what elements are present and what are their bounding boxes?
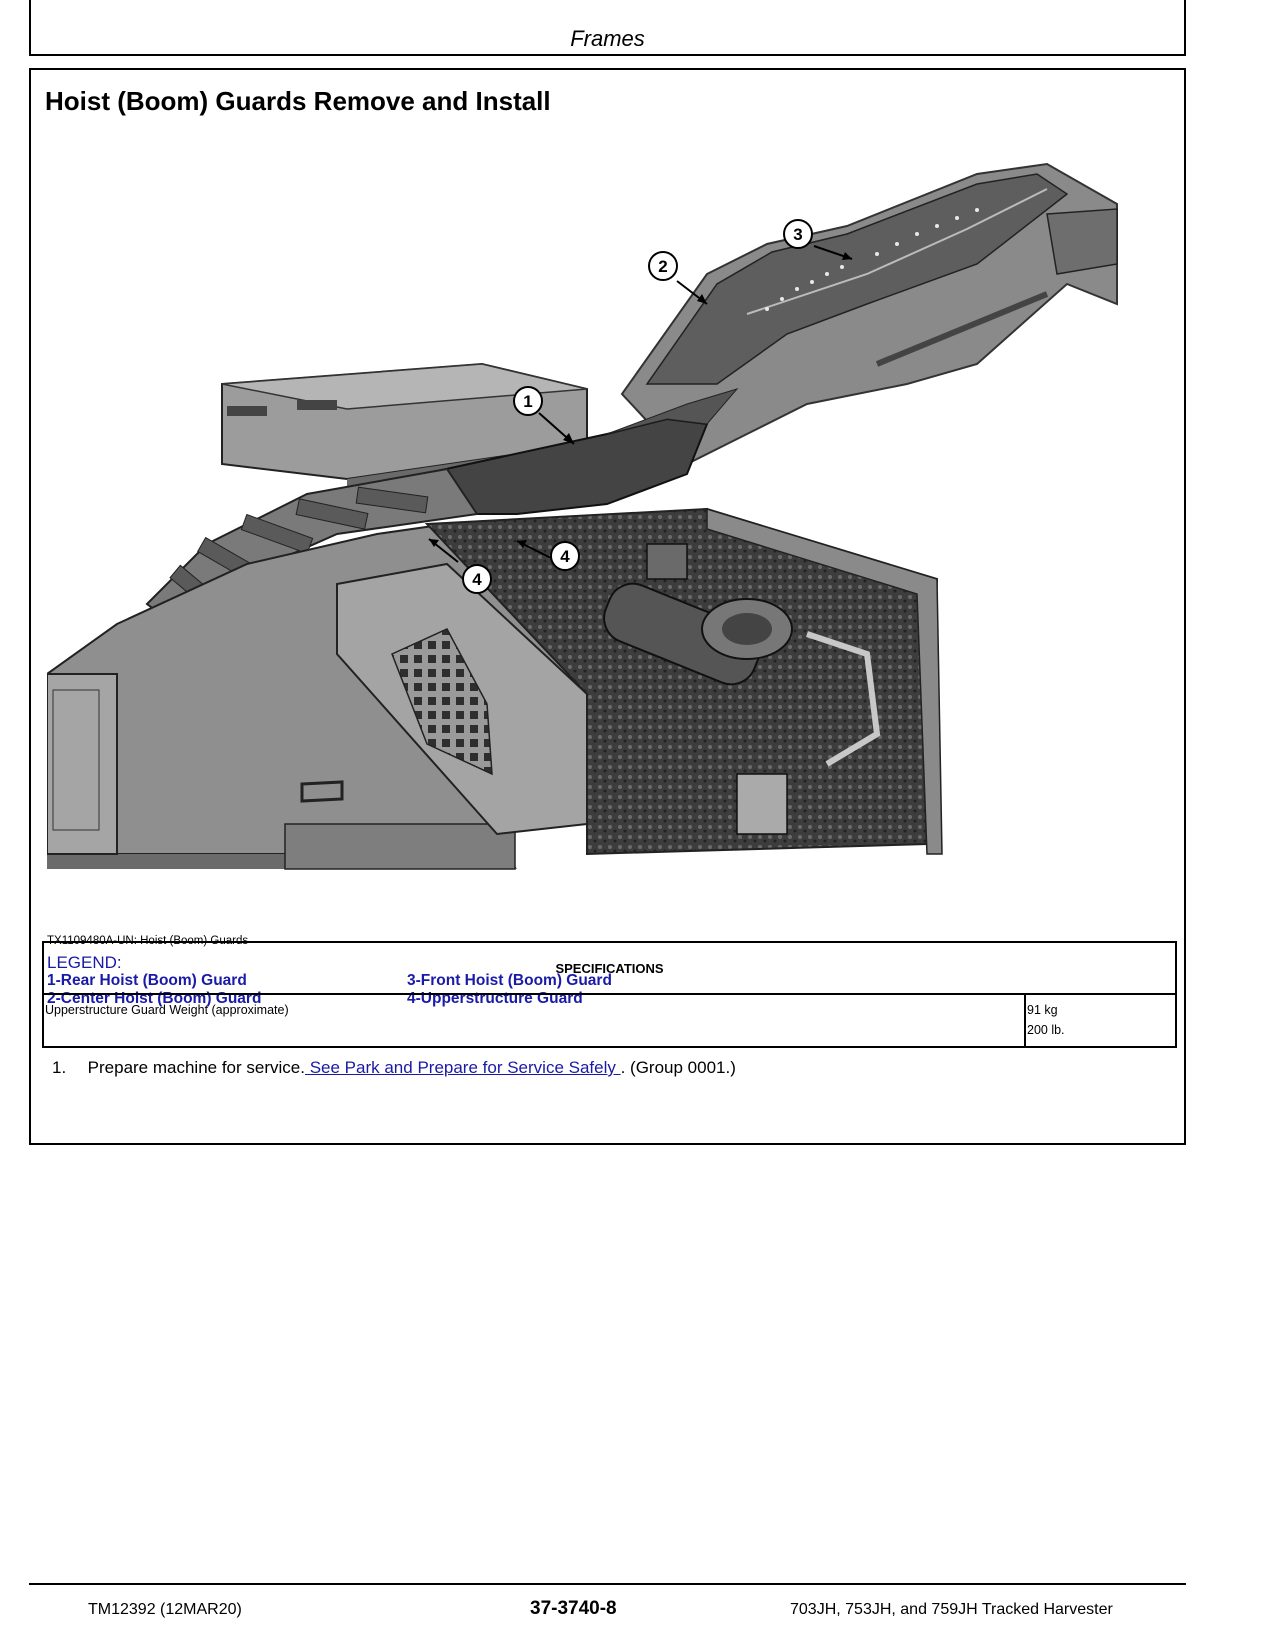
callout-3 xyxy=(784,220,812,248)
legend-item-front-hoist-guard: 3-Front Hoist (Boom) Guard xyxy=(407,972,612,989)
section-title: Hoist (Boom) Guards Remove and Install xyxy=(45,86,551,116)
callout-4a xyxy=(551,542,579,570)
procedure-step-1 xyxy=(52,1058,736,1078)
step-text: Prepare machine for service. xyxy=(87,1058,305,1077)
hoist-boom-guards-figure xyxy=(47,134,1197,904)
step-suffix: . (Group 0001.) xyxy=(620,1058,736,1077)
footer-page-number: 37-3740-8 xyxy=(530,1598,617,1619)
legend-item-upperstructure-guard: 4-Upperstructure Guard xyxy=(407,990,583,1007)
footer-rule xyxy=(29,1583,1186,1585)
svg-text:3: 3 xyxy=(793,225,803,244)
specifications-heading: SPECIFICATIONS xyxy=(43,942,1176,994)
specifications-table xyxy=(42,941,1177,1048)
svg-text:2: 2 xyxy=(658,257,668,276)
figure-caption: TX1109480A-UN: Hoist (Boom) Guards xyxy=(47,935,249,947)
table-row xyxy=(43,994,1176,1047)
svg-text:4: 4 xyxy=(472,570,482,589)
legend-title: LEGEND: xyxy=(47,953,122,972)
spec-value-imperial: 200 lb. xyxy=(1027,1023,1065,1037)
svg-text:4: 4 xyxy=(560,547,570,566)
legend-item-rear-hoist-guard: 1-Rear Hoist (Boom) Guard xyxy=(47,972,247,989)
spec-label: Upperstructure Guard Weight (approximate) xyxy=(43,994,1025,1047)
page-header xyxy=(29,0,1186,56)
footer-machine-models: 703JH, 753JH, and 759JH Tracked Harvester xyxy=(790,1601,1113,1618)
svg-text:1: 1 xyxy=(523,392,533,411)
spec-value-metric: 91 kg xyxy=(1027,1003,1058,1017)
park-and-prepare-link[interactable]: See Park and Prepare for Service Safely xyxy=(304,1058,621,1077)
header-title: Frames xyxy=(570,26,645,51)
spec-value xyxy=(1025,994,1176,1047)
callout-1 xyxy=(514,387,542,415)
legend-item-center-hoist-guard: 2-Center Hoist (Boom) Guard xyxy=(47,990,262,1007)
step-number: 1. xyxy=(52,1058,67,1077)
footer-manual-id: TM12392 (12MAR20) xyxy=(88,1601,242,1618)
callout-4b xyxy=(463,565,491,593)
callout-2 xyxy=(649,252,677,280)
